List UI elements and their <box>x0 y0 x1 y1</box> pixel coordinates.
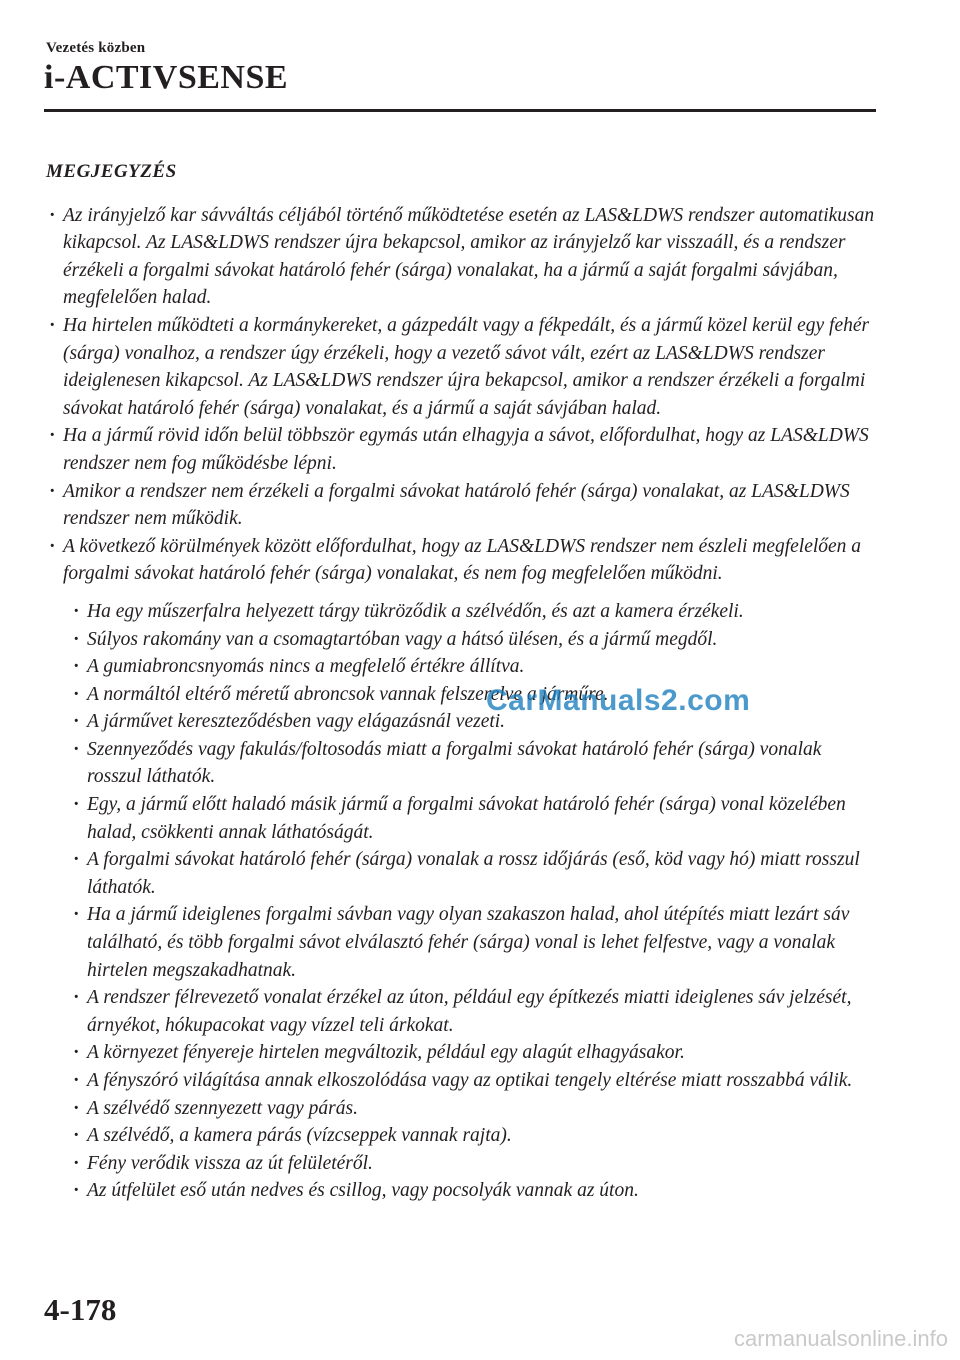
note-item: · Ha a jármű rövid időn belül többször egymás után elhagyja a sávot, előfordulhat, hogy az LAS&LDWS rendszer nem fog működésbe lépni. <box>46 422 876 477</box>
condition-item: · A gumiabroncsnyomás nincs a megfelelő értékre állítva. <box>70 653 876 681</box>
condition-item: · A forgalmi sávokat határoló fehér (sárga) vonalak a rossz időjárás (eső, köd vagy hó) miatt rosszul láthatók. <box>70 846 876 901</box>
condition-item: · A normáltól eltérő méretű abroncsok vannak felszerelve a járműre. <box>70 681 876 709</box>
note-item: · Ha hirtelen működteti a kormánykereket, a gázpedált vagy a fékpedált, és a jármű közel kerül egy fehér (sárga) vonalhoz, a rendszer úgy érzékeli, hogy a vezető sávot vált, ezért az LAS&LDWS rendszer ideiglenesen kikapcsol. Az LAS&LDWS rendszer újra bekapcsol, amikor a rendszer érzékeli a forgalmi sávokat határoló fehér (sárga) vonalakat, és a jármű a saját sávjában halad. <box>46 312 876 422</box>
watermark-center: CarManuals2.com <box>486 684 751 717</box>
note-list <box>46 202 876 588</box>
condition-item: · Súlyos rakomány van a csomagtartóban vagy a hátsó ülésen, és a jármű megdől. <box>70 626 876 654</box>
note-box <box>46 158 876 1205</box>
condition-item: · A rendszer félrevezető vonalat érzékel az úton, például egy építkezés miatti ideiglenes sáv jelzését, árnyékot, hókupacokat vagy vízzel teli árkokat. <box>70 984 876 1039</box>
condition-item: · Fény verődik vissza az út felületéről. <box>70 1150 876 1178</box>
condition-item: · A környezet fényereje hirtelen megváltozik, például egy alagút elhagyásakor. <box>70 1039 876 1067</box>
condition-list <box>70 598 876 1205</box>
condition-item: · Az útfelület eső után nedves és csillog, vagy pocsolyák vannak az úton. <box>70 1177 876 1205</box>
condition-item: · Ha egy műszerfalra helyezett tárgy tükröződik a szélvédőn, és azt a kamera érzékeli. <box>70 598 876 626</box>
condition-item: · A szélvédő szennyezett vagy párás. <box>70 1095 876 1123</box>
note-item: · Az irányjelző kar sávváltás céljából történő működtetése esetén az LAS&LDWS rendszer automatikusan kikapcsol. Az LAS&LDWS rendszer újra bekapcsol, amikor az irányjelző kar visszaáll, és a rendszer érzékeli a forgalmi sávokat határoló fehér (sárga) vonalakat, ha a jármű a saját forgalmi sávjában, megfelelően halad. <box>46 202 876 312</box>
condition-item: · Szennyeződés vagy fakulás/foltosodás miatt a forgalmi sávokat határoló fehér (sárga) vonalak rosszul láthatók. <box>70 736 876 791</box>
condition-item: · A szélvédő, a kamera párás (vízcseppek vannak rajta). <box>70 1122 876 1150</box>
watermark-footer: carmanualsonline.info <box>733 1326 948 1351</box>
note-heading: MEGJEGYZÉS <box>46 161 177 182</box>
note-item: · Amikor a rendszer nem érzékeli a forgalmi sávokat határoló fehér (sárga) vonalakat, az LAS&LDWS rendszer nem működik. <box>46 478 876 533</box>
condition-item: · Egy, a jármű előtt haladó másik jármű a forgalmi sávokat határoló fehér (sárga) vonal közelében halad, csökkenti annak láthatóságát. <box>70 791 876 846</box>
condition-item: · A fényszóró világítása annak elkoszolódása vagy az optikai tengely eltérése miatt rosszabbá válik. <box>70 1067 876 1095</box>
page-number: 4-178 <box>44 1292 117 1327</box>
condition-item: · Ha a jármű ideiglenes forgalmi sávban vagy olyan szakaszon halad, ahol útépítés miatt lezárt sáv található, és több forgalmi sávot elválasztó fehér (sárga) vonal is lehet felfestve, vagy a vonalak hirtelen megszakadhatnak. <box>70 901 876 984</box>
header-divider <box>44 109 876 112</box>
condition-item: · A járművet kereszteződésben vagy elágazásnál vezeti. <box>70 708 876 736</box>
section-label: Vezetés közben <box>46 40 146 56</box>
note-item: · A következő körülmények között előfordulhat, hogy az LAS&LDWS rendszer nem észleli megfelelően a forgalmi sávokat határoló fehér (sárga) vonalakat, és nem fog megfelelően működni. <box>46 533 876 588</box>
chapter-title: i-ACTIVSENSE <box>44 59 289 96</box>
